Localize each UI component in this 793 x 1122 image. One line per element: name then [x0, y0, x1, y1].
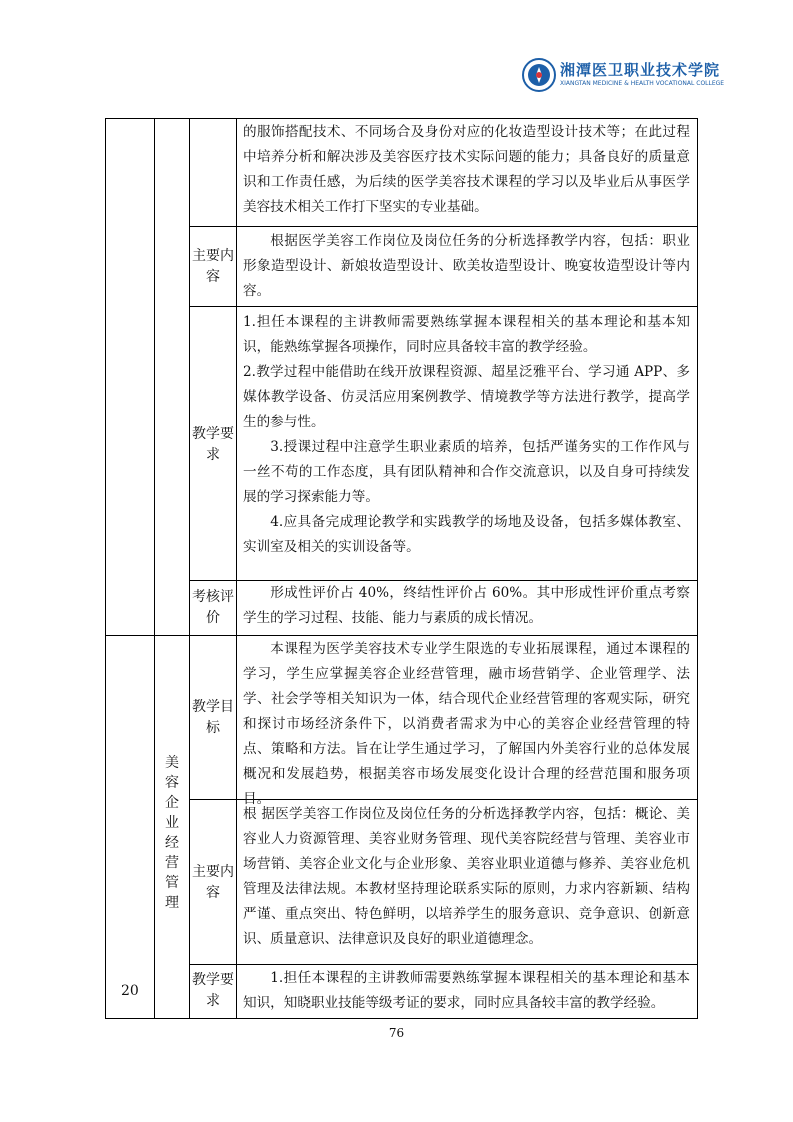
- content-label: 主要内容: [192, 248, 234, 285]
- goal-continued-text: 的服饰搭配技术、不同场合及身份对应的化妆造型设计技术等；在此过程中培养分析和解决涉及美容医疗技术实际问题的能力；具备良好的质量意识和工作责任感，为后续的医学美容技术课程的学习以及毕业后从事医学美容技术相关工作打下坚实的专业基础。: [243, 124, 690, 215]
- school-emblem-icon: [522, 58, 556, 92]
- requirement-item: 2.教学过程中能借助在线开放课程资源、超星泛雅平台、学习通 APP、多媒体教学设备、仿灵活应用案例教学、情境教学等方法进行教学，提高学生的参与性。: [243, 364, 690, 430]
- goal-text: 本课程为医学美容技术专业学生限选的专业拓展课程，通过本课程的学习，学生应掌握美容企业经营管理，融市场营销学、企业管理学、法学、社会学等相关知识为一体，结合现代企业经营管理的客观实际，研究和探讨市场经济条件下，以消费者需求为中心的美容企业经营管理的特点、策略和方法。旨在让学生通过学习，了解国内外美容行业的总体发展概况和发展趋势，根据美容市场发展变化设计合理的经营范围和服务项目。: [243, 641, 690, 807]
- page-number: 76: [388, 1026, 405, 1040]
- goal-label: 教学目标: [192, 699, 234, 736]
- requirement-text-2: 1.担任本课程的主讲教师需要熟练掌握本课程相关的基本理论和基本知识，知晓职业技能等级考证的要求，同时应具备较丰富的教学经验。: [243, 970, 690, 1011]
- school-name-en: XIANGTAN MEDICINE & HEALTH VOCATIONAL COLLEGE: [560, 80, 725, 87]
- school-logo: [522, 58, 725, 92]
- requirement-label: 教学要求: [192, 426, 234, 463]
- course-number: 20: [121, 983, 139, 999]
- content-text: 根据医学美容工作岗位及岗位任务的分析选择教学内容，包括：职业形象造型设计、新娘妆造型设计、欧美妆造型设计、晚宴妆造型设计等内容。: [243, 233, 690, 299]
- requirement-item: 3.授课过程中注意学生职业素质的培养，包括严谨务实的工作作风与一丝不苟的工作态度，具有团队精神和合作交流意识，以及自身可持续发展的学习探索能力等。: [243, 439, 690, 505]
- evaluation-text: 形成性评价占 40%，终结性评价占 60%。其中形成性评价重点考察学生的学习过程、技能、能力与素质的成长情况。: [243, 585, 690, 626]
- requirement-item: 4.应具备完成理论教学和实践教学的场地及设备，包括多媒体教室、实训室及相关的实训设备等。: [243, 514, 690, 555]
- content-label-2: 主要内容: [192, 864, 234, 901]
- school-name-cn: 湘潭医卫职业技术学院: [560, 61, 721, 79]
- requirement-item: 1.担任本课程的主讲教师需要熟练掌握本课程相关的基本理论和基本知识，能熟练掌握各项操作，同时应具备较丰富的教学经验。: [243, 314, 690, 355]
- content-text-2: 根 据医学美容工作岗位及岗位任务的分析选择教学内容，包括：概论、美容业人力资源管理、美容业财务管理、现代美容院经营与管理、美容业市场营销、美容企业文化与企业形象、美容业职业道德与修养、美容业危机管理及法律法规。本教材坚持理论联系实际的原则，力求内容新颖、结构严谨、重点突出、特色鲜明，以培养学生的服务意识、竞争意识、创新意识、质量意识、法律意识及良好的职业道德理念。: [243, 806, 690, 947]
- evaluation-label: 考核评价: [192, 589, 234, 626]
- requirement-label-2: 教学要求: [192, 972, 234, 1009]
- requirement-list: [243, 310, 690, 560]
- course-name: 美容企业经营管理: [165, 755, 179, 911]
